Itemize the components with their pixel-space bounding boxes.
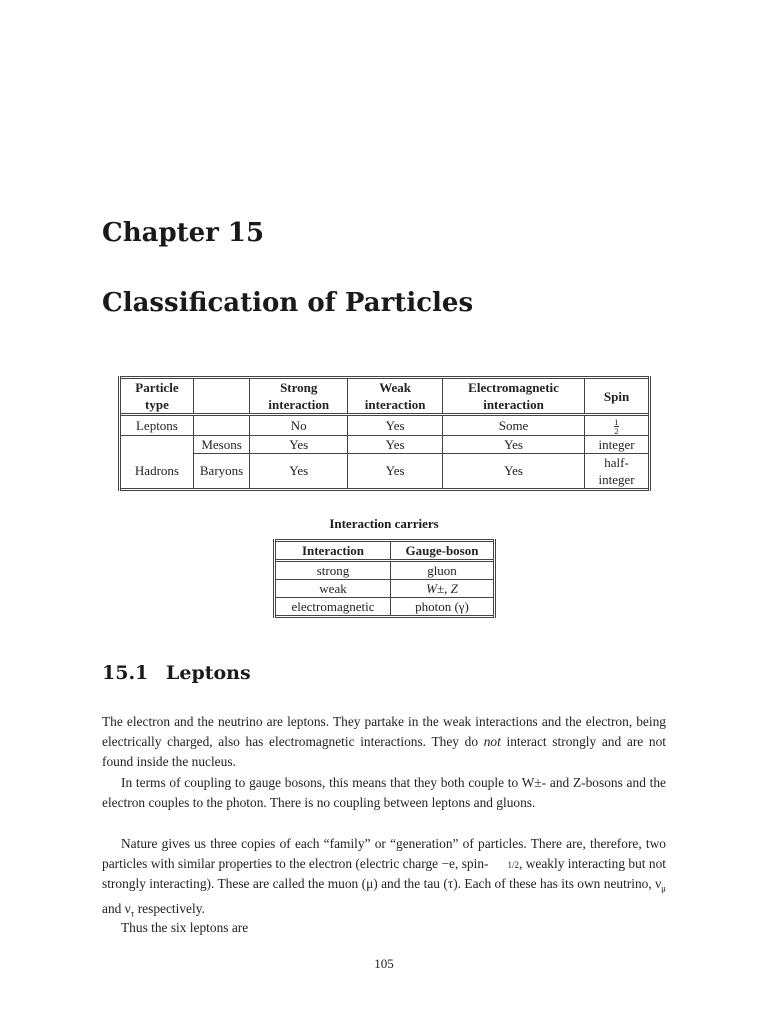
table-caption: Interaction carriers <box>329 516 439 531</box>
header-em: Electromagnetic interaction <box>442 378 584 415</box>
cell-em: Yes <box>442 453 584 489</box>
cell-subtype <box>193 415 249 436</box>
header-gauge-boson: Gauge-boson <box>391 541 495 561</box>
paragraph-3 <box>102 834 666 923</box>
cell-subtype: Mesons <box>193 435 249 453</box>
cell-spin: integer <box>585 435 650 453</box>
interaction-carriers-table <box>273 539 496 618</box>
cell-weak: Yes <box>348 453 443 489</box>
cell-strong: Yes <box>250 453 348 489</box>
p3-sub-mu: μ <box>661 883 666 894</box>
cell-type: Hadrons <box>120 453 194 489</box>
header-interaction: Interaction <box>275 541 391 561</box>
section-title: Leptons <box>166 662 251 684</box>
section-number: 15.1 <box>102 662 149 684</box>
header-strong: Strong interaction <box>250 378 348 415</box>
cell-em: Some <box>442 415 584 436</box>
cell-interaction: electromagnetic <box>275 598 391 617</box>
p3-text-a: Nature gives us three copies of each “family” or “generation” of particles. There are, therefore, two particles with similar properties to the electron (electric charge −e, spin- <box>102 836 666 871</box>
page-number: 105 <box>374 956 394 971</box>
cell-spin <box>585 415 650 436</box>
p3-sub-tau: τ <box>130 908 135 919</box>
cell-type <box>120 435 194 453</box>
p1-text-b: interact strongly and are not found inside the nucleus. <box>102 734 666 769</box>
chapter-title: Classification of Particles <box>102 288 474 318</box>
cell-type: Leptons <box>120 415 194 436</box>
p3-text-c: and ν <box>102 900 131 916</box>
p3-text-b: , weakly interacting but not strongly interacting). These are called the muon (μ) and the tau (τ). Each of these has its own neutrino, ν <box>102 856 667 891</box>
cell-weak: Yes <box>348 435 443 453</box>
paragraph-1 <box>102 712 666 772</box>
chapter-heading: Chapter 15 <box>102 218 265 248</box>
table-row <box>120 415 650 436</box>
table-row <box>120 453 650 489</box>
particle-classification-table <box>118 376 651 491</box>
table-row <box>120 435 650 453</box>
cell-boson: gluon <box>391 561 495 580</box>
cell-boson: W±, Z <box>391 580 495 598</box>
p3-text-d: respectively. <box>134 900 205 916</box>
header-particle-type: Particle type <box>120 378 194 415</box>
spin-fraction: $\frac{1}{2}$ <box>614 416 619 436</box>
table-row <box>275 580 495 598</box>
paragraph-4: Thus the six leptons are <box>121 920 249 935</box>
cell-em: Yes <box>442 435 584 453</box>
cell-interaction: strong <box>275 561 391 580</box>
table-row <box>275 598 495 617</box>
paragraph-2: In terms of coupling to gauge bosons, this means that they both couple to W±- and Z-bosons and the electron couples to the photon. There is no coupling between leptons and gluons. <box>102 775 666 810</box>
table-row <box>275 561 495 580</box>
section-heading <box>102 662 251 684</box>
cell-boson: photon (γ) <box>391 598 495 617</box>
cell-strong: Yes <box>250 435 348 453</box>
cell-spin: half-integer <box>585 453 650 489</box>
cell-interaction: weak <box>275 580 391 598</box>
cell-subtype: Baryons <box>193 453 249 489</box>
cell-strong: No <box>250 415 348 436</box>
p3-fraction: 1/2 <box>507 859 519 870</box>
cell-weak: Yes <box>348 415 443 436</box>
header-subtype <box>193 378 249 415</box>
header-weak: Weak interaction <box>348 378 443 415</box>
header-spin: Spin <box>585 378 650 415</box>
p1-emphasis: not <box>483 734 501 749</box>
p1-text-a: The electron and the neutrino are leptons. They partake in the weak interactions and the electron, being electrically charged, also has electromagnetic interactions. They do <box>102 714 666 749</box>
